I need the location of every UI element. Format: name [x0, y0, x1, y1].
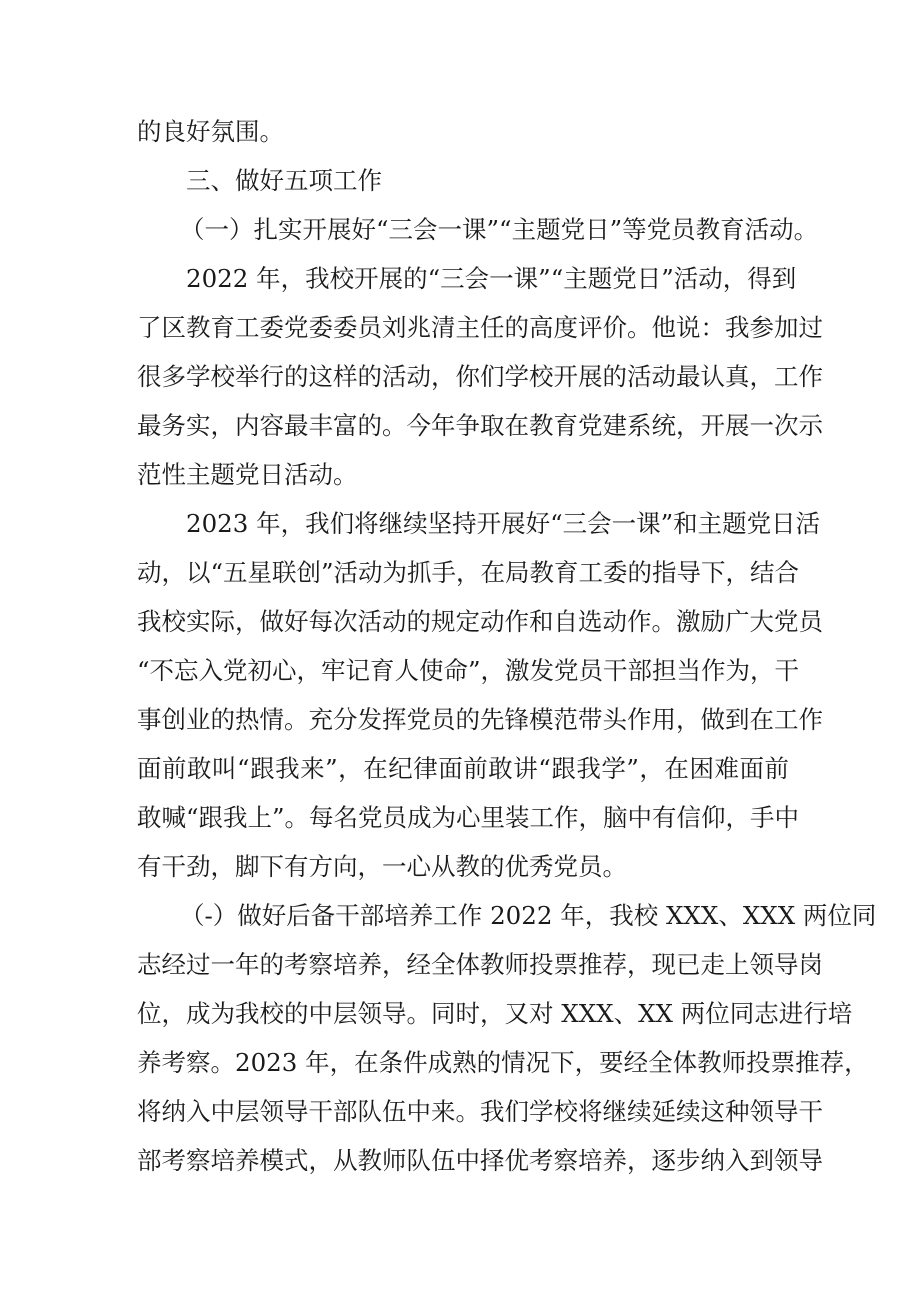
text-line-13: 事创业的热情。充分发挥党员的先锋模范带头作用，做到在工作	[137, 705, 823, 734]
text-line-7: 最务实，内容最丰富的。今年争取在教育党建系统，开展一次示	[137, 411, 823, 440]
text-line-19: 位，成为我校的中层领导。同时，又对 XXX、XX 两位同志进行培	[137, 999, 853, 1028]
text-line-4: 2022 年，我校开展的“三会一课”“主题党日”活动，得到	[186, 264, 797, 293]
text-line-14: 面前敢叫“跟我来”，在纪律面前敢讲“跟我学”，在困难面前	[137, 754, 789, 783]
subsection-heading-2: （-）做好后备干部培养工作 2022 年，我校 XXX、XXX 两位同	[180, 901, 877, 930]
text-line-16: 有干劲，脚下有方向，一心从教的优秀党员。	[137, 852, 627, 881]
text-line-18: 志经过一年的考察培养，经全体教师投票推荐，现已走上领导岗	[137, 950, 823, 979]
text-line-8: 范性主题党日活动。	[137, 460, 358, 489]
text-line-11: 我校实际，做好每次活动的规定动作和自选动作。激励广大党员	[137, 607, 823, 636]
text-line-20: 养考察。2023 年，在条件成熟的情况下，要经全体教师投票推荐，	[137, 1048, 869, 1077]
text-line-5: 了区教育工委党委委员刘兆清主任的高度评价。他说：我参加过	[137, 313, 823, 342]
text-line-1: 的良好氛围。	[137, 117, 284, 146]
text-line-6: 很多学校举行的这样的活动，你们学校开展的活动最认真，工作	[137, 362, 823, 391]
text-line-10: 动，以“五星联创”活动为抓手，在局教育工委的指导下，结合	[137, 558, 800, 587]
section-heading: 三、做好五项工作	[186, 166, 382, 195]
text-line-15: 敢喊“跟我上”。每名党员成为心里装工作，脑中有信仰，手中	[137, 803, 800, 832]
text-line-22: 部考察培养模式，从教师队伍中择优考察培养，逐步纳入到领导	[137, 1146, 823, 1175]
text-line-21: 将纳入中层领导干部队伍中来。我们学校将继续延续这种领导干	[137, 1097, 823, 1126]
text-line-12: “不忘入党初心，牢记育人使命”，激发党员干部担当作为，干	[137, 656, 800, 685]
subsection-heading-1: （一）扎实开展好“三会一课”“主题党日”等党员教育活动。	[180, 215, 819, 244]
text-line-9: 2023 年，我们将继续坚持开展好“三会一课”和主题党日活	[186, 509, 821, 538]
